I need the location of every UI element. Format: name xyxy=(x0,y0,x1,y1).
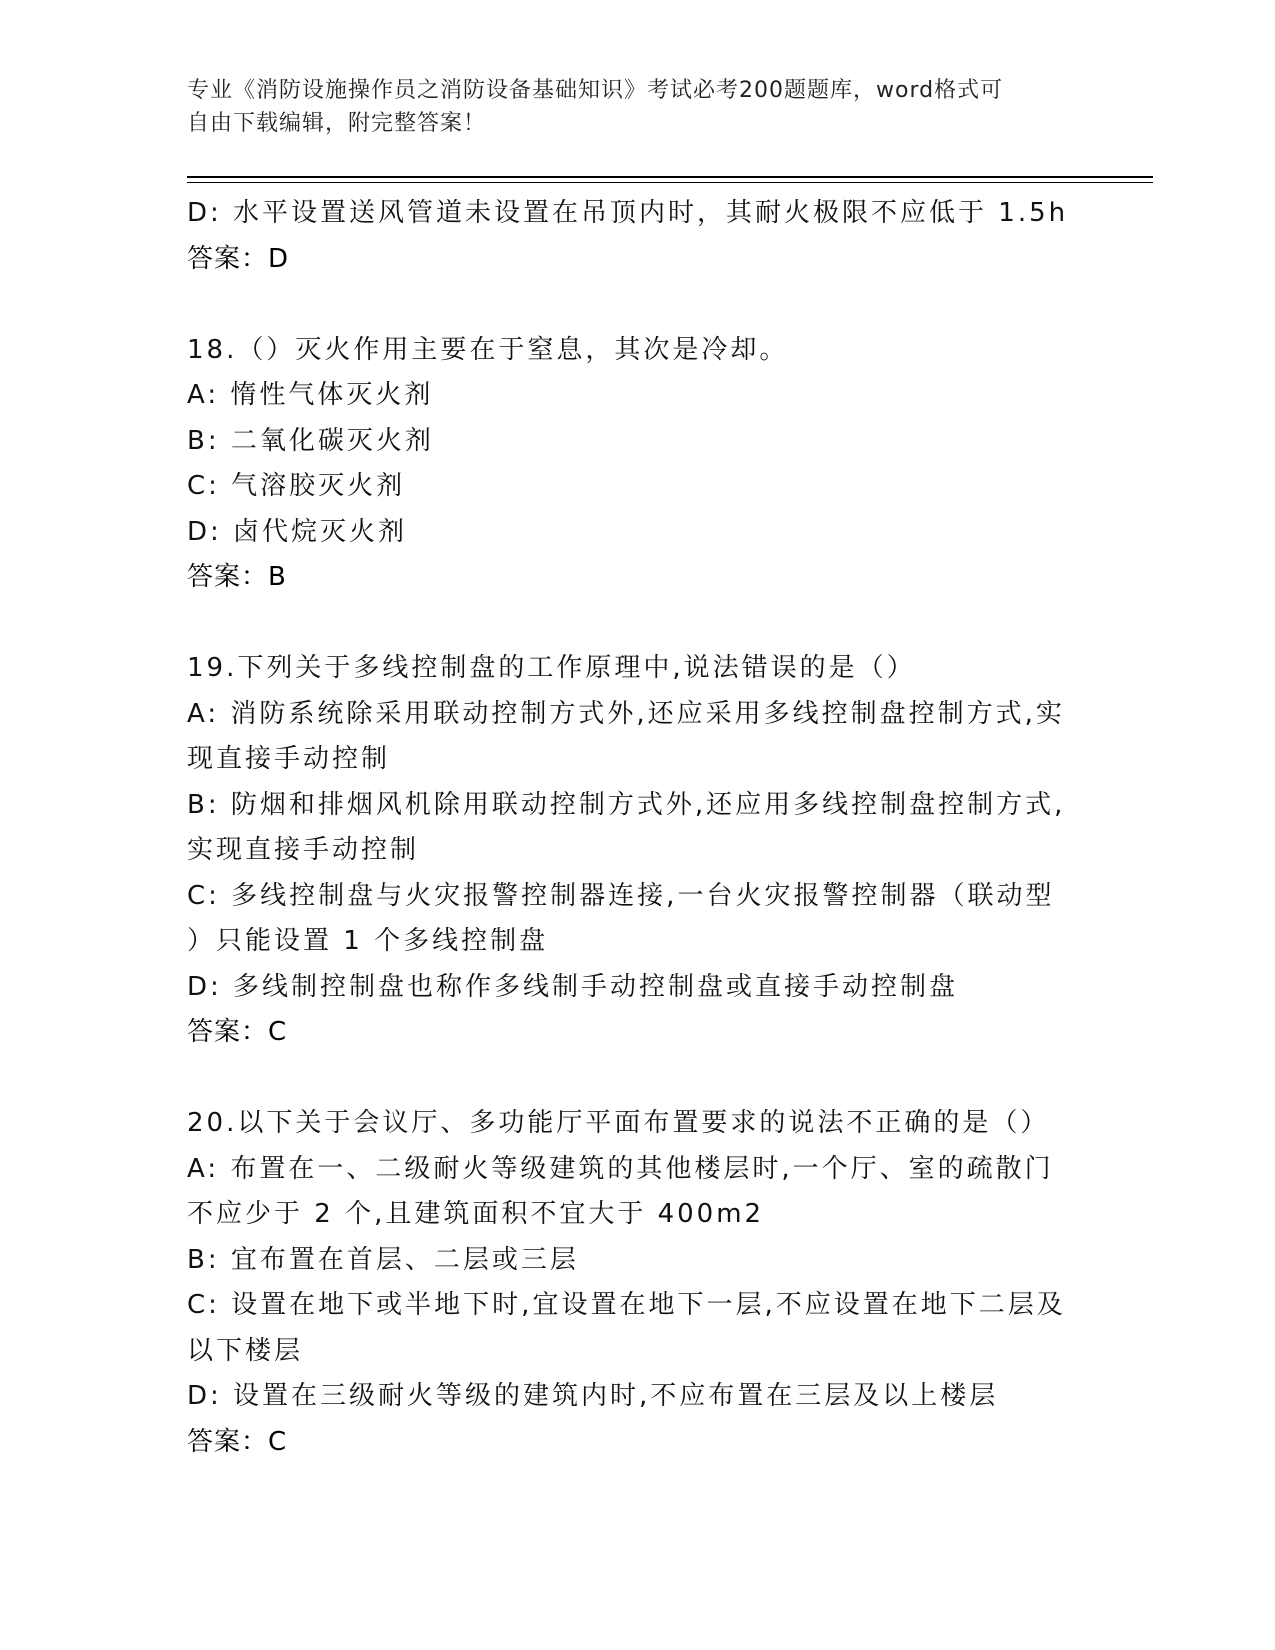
option-d: D: 卤代烷灭火剂 xyxy=(187,516,408,547)
question-stem: 18.（）灭火作用主要在于窒息，其次是冷却。 xyxy=(187,334,789,365)
question-20 xyxy=(187,1101,1087,1465)
header-divider xyxy=(187,176,1153,178)
header-divider-thin xyxy=(187,182,1153,183)
option-c-continued: 以下楼层 xyxy=(187,1335,304,1366)
header-line-2: 自由下载编辑，附完整答案！ xyxy=(187,111,487,136)
header-line-1: 专业《消防设施操作员之消防设备基础知识》考试必考200题题库，word格式可 xyxy=(187,78,1004,103)
option-a: A: 消防系统除采用联动控制方式外,还应采用多线控制盘控制方式,实 xyxy=(187,698,1065,729)
option-b: B: 二氧化碳灭火剂 xyxy=(187,425,434,456)
option-c: C: 设置在地下或半地下时,宜设置在地下一层,不应设置在地下二层及 xyxy=(187,1290,1066,1320)
answer-label: 答案：C xyxy=(187,1017,288,1047)
option-b: B: 防烟和排烟风机除用联动控制方式外,还应用多线控制盘控制方式, xyxy=(187,789,1066,820)
option-d: D: 水平设置送风管道未设置在吊顶内时，其耐火极限不应低于 1.5h xyxy=(187,198,1069,228)
option-a-continued: 不应少于 2 个,且建筑面积不宜大于 400m2 xyxy=(187,1199,765,1229)
document-header xyxy=(187,74,1067,140)
option-a: A: 惰性气体灭火剂 xyxy=(187,380,434,410)
option-b-continued: 实现直接手动控制 xyxy=(187,835,420,865)
option-c-continued: ）只能设置 1 个多线控制盘 xyxy=(187,926,549,956)
option-a-continued: 现直接手动控制 xyxy=(187,744,391,774)
answer-label: 答案：D xyxy=(187,243,290,274)
question-list xyxy=(187,191,1087,1465)
option-a: A: 布置在一、二级耐火等级建筑的其他楼层时,一个厅、室的疏散门 xyxy=(187,1153,1054,1184)
option-c: C: 多线控制盘与火灾报警控制器连接,一台火灾报警控制器（联动型 xyxy=(187,880,1055,911)
question-18 xyxy=(187,328,1087,601)
option-d: D: 多线制控制盘也称作多线制手动控制盘或直接手动控制盘 xyxy=(187,971,959,1002)
option-b: B: 宜布置在首层、二层或三层 xyxy=(187,1244,579,1275)
question-stem: 20.以下关于会议厅、多功能厅平面布置要求的说法不正确的是（） xyxy=(187,1108,1050,1138)
answer-label: 答案：B xyxy=(187,562,287,592)
question-19 xyxy=(187,646,1087,1056)
option-d: D: 设置在三级耐火等级的建筑内时,不应布置在三层及以上楼层 xyxy=(187,1381,999,1411)
question-stem: 19.下列关于多线控制盘的工作原理中,说法错误的是（） xyxy=(187,653,916,683)
option-c: C: 气溶胶灭火剂 xyxy=(187,471,406,501)
answer-label: 答案：C xyxy=(187,1426,288,1457)
